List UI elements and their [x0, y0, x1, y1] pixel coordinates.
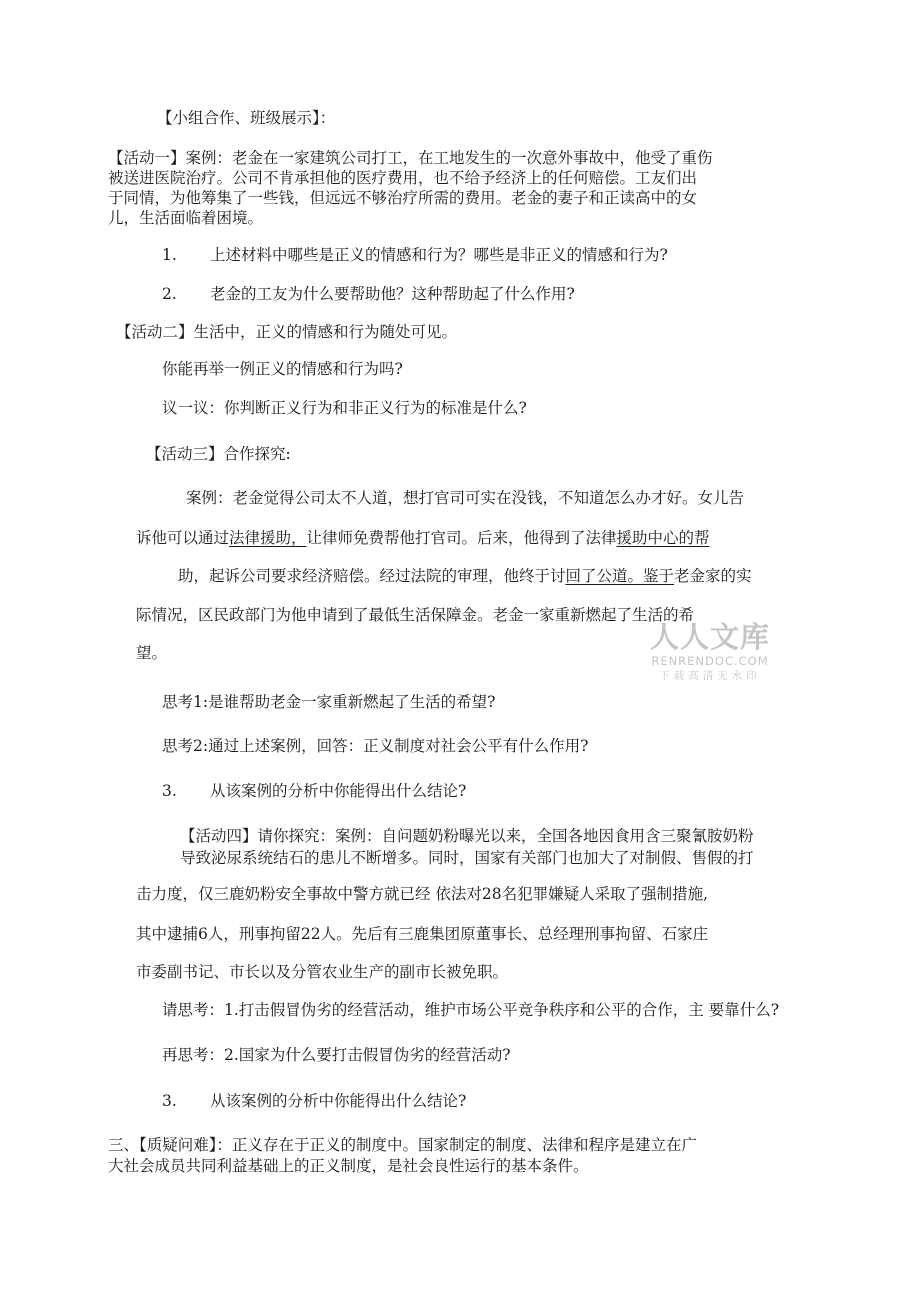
activity4-line-5: 市委副书记、市长以及分管农业生产的副市长被免职。 — [136, 963, 509, 981]
activity4-line-3: 击力度，仅三鹿奶粉安全事故中警方就已经 依法对28名犯罪嫌疑人采取了强制措施, — [136, 885, 709, 903]
activity1-question-2 — [162, 284, 575, 304]
activity3-case-line-5: 望。 — [136, 644, 168, 662]
section-heading: 【小组合作、班级展示】： — [157, 109, 336, 127]
underlined-text: 法律援助， — [229, 529, 307, 547]
activity3-case-line-3: 助，起诉公司要求经济赔偿。经过法院的审理，他终于讨回了公道。鉴于老金家的实 — [178, 567, 752, 585]
activity3-think-2: 思考2:通过上述案例，回答：正义制度对社会公平有什么作用? — [162, 737, 589, 755]
question-number: 2. — [162, 285, 177, 303]
activity2-question-1: 你能再举一例正义的情感和行为吗? — [162, 360, 403, 378]
activity3-case-line-2: 诉他可以通过法律援助，让律师免费帮他打官司。后来，他得到了法律援助中心的帮 — [136, 529, 710, 547]
activity3-case-line-4: 际情况，区民政部门为他申请到了最低生活保障金。老金一家重新燃起了生活的希 — [136, 606, 695, 624]
activity2-question-2: 议一议：你判断正义行为和非正义行为的标准是什么? — [162, 399, 527, 417]
section3-line-2: 大社会成员共同利益基础上的正义制度，是社会良性运行的基本条件。 — [108, 1157, 589, 1175]
watermark-tagline: 下载高清无水印 — [659, 670, 761, 682]
activity1-line-1: 【活动一】案例：老金在一家建筑公司打工，在工地发生的一次意外事故中，他受了重伤 — [108, 149, 713, 167]
underlined-text: 回了公道。鉴于 — [565, 567, 675, 585]
question-text: 老金的工友为什么要帮助他？这种帮助起了什么作用? — [210, 285, 575, 303]
activity1-line-4: 儿，生活面临着困境。 — [108, 209, 264, 227]
question-number: 3. — [162, 1092, 177, 1110]
activity3-heading: 【活动三】合作探究: — [146, 445, 291, 463]
activity1-line-2: 被送进医院治疗。公司不肯承担他的医疗费用，也不给予经济上的任何赔偿。工友们出 — [108, 169, 698, 187]
section3-line-1: 三、【质疑问难】：正义存在于正义的制度中。国家制定的制度、法律和程序是建立在广 — [108, 1136, 698, 1154]
activity1-question-1 — [162, 245, 668, 265]
activity4-line-1: 【活动四】请你探究：案例：自问题奶粉曝光以来，全国各地因食用含三聚氰胺奶粉 — [180, 827, 754, 845]
watermark-domain: RENRENDOC.COM — [651, 654, 769, 668]
underlined-text: 援助中心的帮 — [616, 529, 710, 547]
question-number: 3. — [162, 782, 177, 800]
activity4-think-2: 再思考：2.国家为什么要打击假冒伪劣的经营活动? — [162, 1046, 511, 1064]
activity4-line-4: 其中逮捕6人，刑事拘留22人。先后有三鹿集团原董事长、总经理刑事拘留、石家庄 — [136, 925, 709, 943]
activity3-case-line-1: 案例：老金觉得公司太不人道，想打官司可实在没钱，不知道怎么办才好。女儿告 — [186, 489, 745, 507]
watermark-title: 人人文库 — [649, 620, 770, 654]
activity4-think-1: 请思考：1.打击假冒伪劣的经营活动，维护市场公平竞争秩序和公平的合作，主 要靠什么? — [162, 1001, 780, 1019]
question-number: 1. — [162, 246, 177, 264]
activity2-heading: 【活动二】生活中，正义的情感和行为随处可见。 — [116, 323, 458, 341]
activity3-question-3 — [162, 781, 466, 801]
activity1-line-3: 于同情，为他筹集了一些钱，但远远不够治疗所需的费用。老金的妻子和正读高中的女 — [108, 189, 698, 207]
activity3-think-1: 思考1:是谁帮助老金一家重新燃起了生活的希望? — [162, 693, 496, 711]
question-text: 从该案例的分析中你能得出什么结论? — [210, 1092, 467, 1110]
activity4-question-3 — [162, 1091, 466, 1111]
watermark — [648, 620, 772, 683]
question-text: 从该案例的分析中你能得出什么结论? — [210, 782, 467, 800]
question-text: 上述材料中哪些是正义的情感和行为？哪些是非正义的情感和行为? — [210, 246, 668, 264]
activity4-line-2: 导致泌尿系统结石的患儿不断增多。同时，国家有关部门也加大了对制假、售假的打 — [180, 849, 754, 867]
